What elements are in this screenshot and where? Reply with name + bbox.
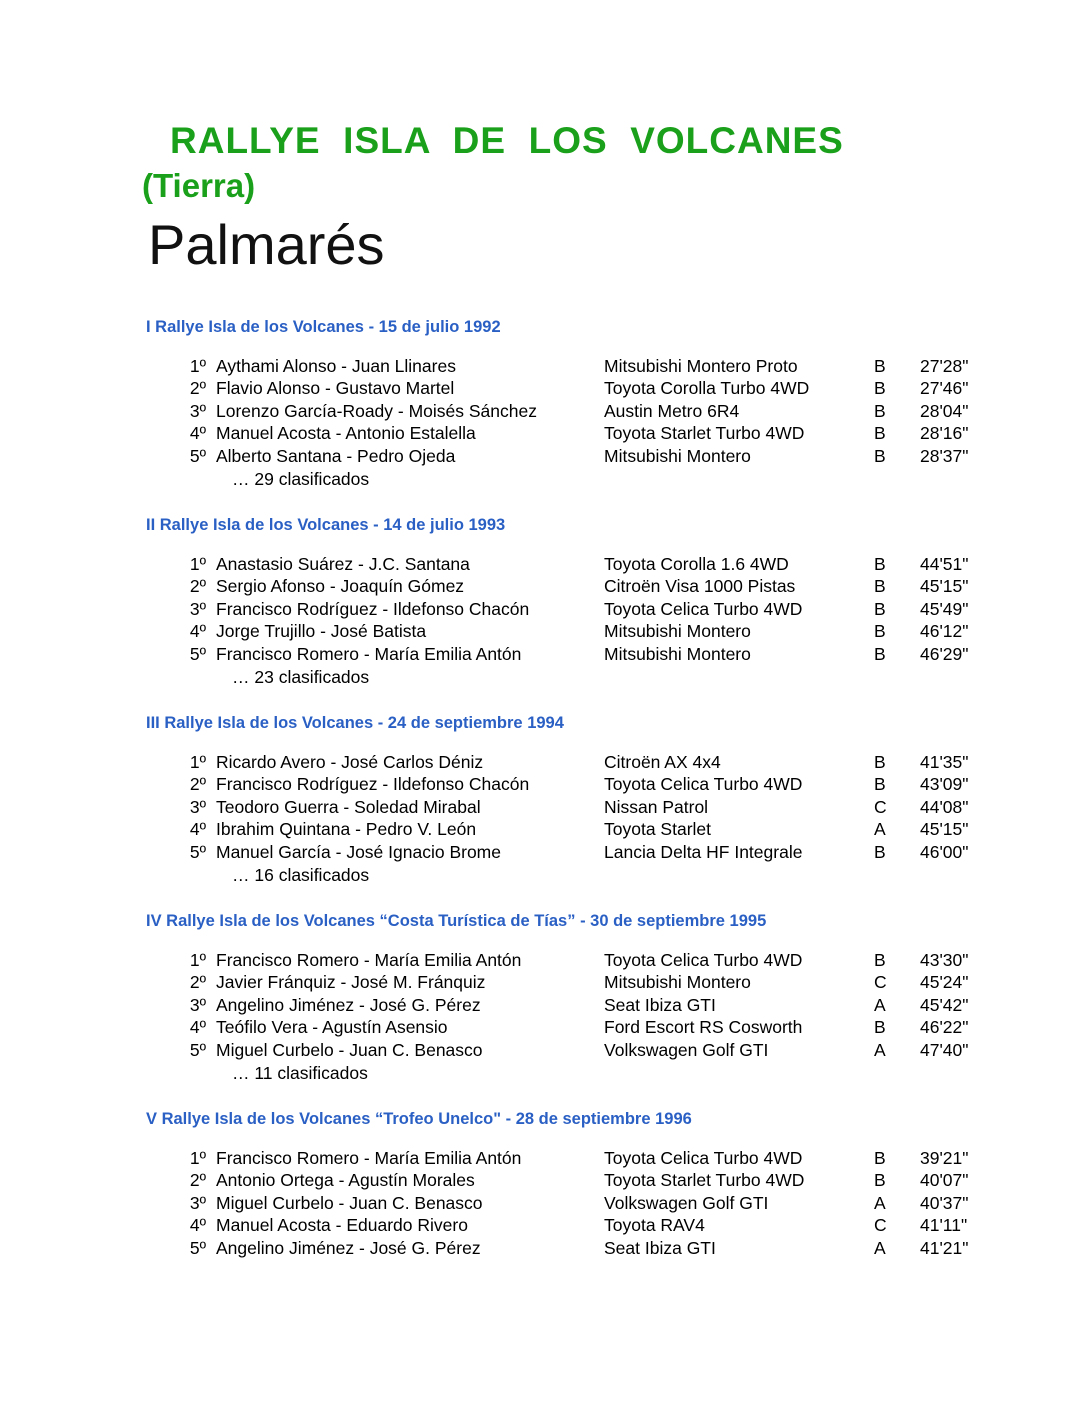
results-section bbox=[80, 714, 1008, 886]
class-cell: B bbox=[874, 400, 886, 421]
result-row bbox=[170, 1215, 1008, 1238]
position-cell: 5º bbox=[189, 841, 206, 862]
results-sections bbox=[80, 318, 1008, 1260]
result-row bbox=[170, 796, 1008, 819]
position-cell: 5º bbox=[189, 445, 206, 466]
result-row bbox=[170, 355, 1008, 378]
classified-count-note: … 29 clasificados bbox=[232, 468, 370, 489]
class-cell: B bbox=[874, 598, 886, 619]
position-cell: 2º bbox=[189, 1170, 206, 1191]
crew-cell: Angelino Jiménez - José G. Pérez bbox=[216, 1237, 481, 1258]
car-cell: Mitsubishi Montero bbox=[604, 445, 751, 466]
section-title: II Rallye Isla de los Volcanes bbox=[146, 516, 374, 535]
crew-cell: Teodoro Guerra - Soledad Mirabal bbox=[216, 796, 481, 817]
crew-cell: Francisco Rodríguez - Ildefonso Chacón bbox=[216, 598, 530, 619]
position-cell: 2º bbox=[189, 972, 206, 993]
results-section bbox=[80, 1110, 1008, 1260]
crew-cell: Angelino Jiménez - José G. Pérez bbox=[216, 994, 481, 1015]
car-cell: Mitsubishi Montero Proto bbox=[604, 355, 798, 376]
class-cell: B bbox=[874, 355, 886, 376]
car-cell: Nissan Patrol bbox=[604, 796, 709, 817]
position-cell: 1º bbox=[189, 553, 206, 574]
position-cell: 2º bbox=[189, 774, 206, 795]
result-row bbox=[170, 576, 1008, 599]
result-row bbox=[170, 621, 1008, 644]
classified-count-note: … 11 clasificados bbox=[232, 1062, 368, 1083]
position-cell: 1º bbox=[189, 355, 206, 376]
class-cell: A bbox=[874, 1192, 886, 1213]
section-date: - 28 de septiembre 1996 bbox=[505, 1110, 692, 1129]
time-cell: 46'22" bbox=[920, 1017, 969, 1038]
result-row bbox=[170, 1170, 1008, 1193]
class-cell: B bbox=[874, 423, 886, 444]
car-cell: Toyota Corolla 1.6 4WD bbox=[604, 553, 789, 574]
crew-cell: Ibrahim Quintana - Pedro V. León bbox=[216, 819, 477, 840]
position-cell: 3º bbox=[189, 994, 206, 1015]
position-cell: 3º bbox=[189, 1192, 206, 1213]
time-cell: 28'37" bbox=[920, 445, 969, 466]
car-cell: Seat Ibiza GTI bbox=[604, 994, 716, 1015]
class-cell: B bbox=[874, 1147, 886, 1168]
car-cell: Toyota Celica Turbo 4WD bbox=[604, 949, 803, 970]
result-row bbox=[170, 972, 1008, 995]
time-cell: 40'37" bbox=[920, 1192, 969, 1213]
class-cell: A bbox=[874, 819, 886, 840]
class-cell: B bbox=[874, 949, 886, 970]
class-cell: A bbox=[874, 994, 886, 1015]
result-row bbox=[170, 949, 1008, 972]
position-cell: 3º bbox=[189, 598, 206, 619]
time-cell: 45'42" bbox=[920, 994, 969, 1015]
crew-cell: Flavio Alonso - Gustavo Martel bbox=[216, 378, 455, 399]
time-cell: 47'40" bbox=[920, 1039, 969, 1060]
position-cell: 1º bbox=[189, 949, 206, 970]
section-date: - 24 de septiembre 1994 bbox=[377, 714, 564, 733]
time-cell: 41'35" bbox=[920, 751, 969, 772]
car-cell: Mitsubishi Montero bbox=[604, 621, 751, 642]
position-cell: 1º bbox=[189, 1147, 206, 1168]
position-cell: 3º bbox=[189, 796, 206, 817]
result-row bbox=[170, 400, 1008, 423]
page-title-line2: (Tierra) bbox=[142, 166, 256, 204]
car-cell: Volkswagen Golf GTI bbox=[604, 1039, 769, 1060]
results-section bbox=[80, 912, 1008, 1084]
result-row bbox=[170, 423, 1008, 446]
crew-cell: Jorge Trujillo - José Batista bbox=[216, 621, 427, 642]
time-cell: 45'24" bbox=[920, 972, 969, 993]
section-heading bbox=[146, 1110, 1008, 1129]
car-cell: Toyota Celica Turbo 4WD bbox=[604, 1147, 803, 1168]
position-cell: 4º bbox=[189, 423, 206, 444]
crew-cell: Miguel Curbelo - Juan C. Benasco bbox=[216, 1039, 483, 1060]
time-cell: 41'11" bbox=[920, 1215, 968, 1236]
class-cell: A bbox=[874, 1237, 886, 1258]
car-cell: Citroën AX 4x4 bbox=[604, 751, 721, 772]
car-cell: Toyota Starlet bbox=[604, 819, 711, 840]
position-cell: 3º bbox=[189, 400, 206, 421]
section-heading bbox=[146, 714, 1008, 733]
crew-cell: Javier Fránquiz - José M. Fránquiz bbox=[216, 972, 486, 993]
crew-cell: Manuel Acosta - Eduardo Rivero bbox=[216, 1215, 468, 1236]
crew-cell: Ricardo Avero - José Carlos Déniz bbox=[216, 751, 484, 772]
class-cell: B bbox=[874, 445, 886, 466]
page-title-line3: Palmarés bbox=[148, 213, 385, 277]
position-cell: 2º bbox=[189, 576, 206, 597]
document-header bbox=[80, 120, 1008, 276]
class-cell: B bbox=[874, 643, 886, 664]
time-cell: 46'00" bbox=[920, 841, 969, 862]
crew-cell: Antonio Ortega - Agustín Morales bbox=[216, 1170, 475, 1191]
time-cell: 44'51" bbox=[920, 553, 969, 574]
results-list bbox=[170, 1147, 1008, 1260]
car-cell: Seat Ibiza GTI bbox=[604, 1237, 716, 1258]
result-row bbox=[170, 819, 1008, 842]
time-cell: 44'08" bbox=[920, 796, 969, 817]
results-list bbox=[170, 553, 1008, 666]
classified-count-note: … 16 clasificados bbox=[232, 864, 370, 885]
result-row bbox=[170, 774, 1008, 797]
result-row bbox=[170, 751, 1008, 774]
time-cell: 46'29" bbox=[920, 643, 969, 664]
results-list bbox=[170, 949, 1008, 1062]
crew-cell: Aythami Alonso - Juan Llinares bbox=[216, 355, 456, 376]
classified-count-note: … 23 clasificados bbox=[232, 666, 370, 687]
time-cell: 46'12" bbox=[920, 621, 969, 642]
result-row bbox=[170, 598, 1008, 621]
class-cell: B bbox=[874, 841, 886, 862]
class-cell: B bbox=[874, 1017, 886, 1038]
results-section bbox=[80, 318, 1008, 490]
section-title: III Rallye Isla de los Volcanes bbox=[146, 714, 378, 733]
class-cell: C bbox=[874, 972, 887, 993]
car-cell: Toyota Starlet Turbo 4WD bbox=[604, 1170, 805, 1191]
crew-cell: Manuel García - José Ignacio Brome bbox=[216, 841, 501, 862]
time-cell: 45'15" bbox=[920, 819, 969, 840]
position-cell: 4º bbox=[189, 621, 206, 642]
time-cell: 43'30" bbox=[920, 949, 969, 970]
time-cell: 43'09" bbox=[920, 774, 969, 795]
crew-cell: Miguel Curbelo - Juan C. Benasco bbox=[216, 1192, 483, 1213]
class-cell: B bbox=[874, 621, 886, 642]
crew-cell: Lorenzo García-Roady - Moisés Sánchez bbox=[216, 400, 537, 421]
results-section bbox=[80, 516, 1008, 688]
section-title: IV Rallye Isla de los Volcanes “Costa Turística de Tías” bbox=[146, 912, 581, 931]
class-cell: C bbox=[874, 796, 887, 817]
time-cell: 41'21" bbox=[920, 1237, 969, 1258]
time-cell: 40'07" bbox=[920, 1170, 969, 1191]
result-row bbox=[170, 1039, 1008, 1062]
section-date: - 15 de julio 1992 bbox=[368, 318, 501, 337]
car-cell: Ford Escort RS Cosworth bbox=[604, 1017, 803, 1038]
crew-cell: Francisco Romero - María Emilia Antón bbox=[216, 643, 522, 664]
class-cell: B bbox=[874, 378, 886, 399]
result-row bbox=[170, 1237, 1008, 1260]
crew-cell: Francisco Romero - María Emilia Antón bbox=[216, 1147, 522, 1168]
time-cell: 39'21" bbox=[920, 1147, 969, 1168]
crew-cell: Teófilo Vera - Agustín Asensio bbox=[216, 1017, 448, 1038]
class-cell: B bbox=[874, 576, 886, 597]
class-cell: C bbox=[874, 1215, 887, 1236]
crew-cell: Alberto Santana - Pedro Ojeda bbox=[216, 445, 456, 466]
car-cell: Mitsubishi Montero bbox=[604, 643, 751, 664]
page-title-line1: RALLYE ISLA DE LOS VOLCANES bbox=[170, 120, 844, 161]
car-cell: Mitsubishi Montero bbox=[604, 972, 751, 993]
position-cell: 4º bbox=[189, 1017, 206, 1038]
result-row bbox=[170, 378, 1008, 401]
result-row bbox=[170, 643, 1008, 666]
result-row bbox=[170, 445, 1008, 468]
car-cell: Citroën Visa 1000 Pistas bbox=[604, 576, 796, 597]
section-date: - 30 de septiembre 1995 bbox=[580, 912, 767, 931]
crew-cell: Anastasio Suárez - J.C. Santana bbox=[216, 553, 470, 574]
section-heading bbox=[146, 516, 1008, 535]
results-list bbox=[170, 751, 1008, 864]
results-list bbox=[170, 355, 1008, 468]
time-cell: 27'46" bbox=[920, 378, 969, 399]
position-cell: 1º bbox=[189, 751, 206, 772]
car-cell: Toyota Celica Turbo 4WD bbox=[604, 598, 803, 619]
class-cell: B bbox=[874, 1170, 886, 1191]
result-row bbox=[170, 553, 1008, 576]
class-cell: B bbox=[874, 774, 886, 795]
time-cell: 45'15" bbox=[920, 576, 969, 597]
section-title: I Rallye Isla de los Volcanes bbox=[146, 318, 369, 337]
class-cell: A bbox=[874, 1039, 886, 1060]
time-cell: 27'28" bbox=[920, 355, 969, 376]
section-heading bbox=[146, 318, 1008, 337]
section-heading bbox=[146, 912, 1008, 931]
car-cell: Toyota Celica Turbo 4WD bbox=[604, 774, 803, 795]
time-cell: 28'16" bbox=[920, 423, 969, 444]
car-cell: Toyota Starlet Turbo 4WD bbox=[604, 423, 805, 444]
section-date: - 14 de julio 1993 bbox=[373, 516, 506, 535]
car-cell: Lancia Delta HF Integrale bbox=[604, 841, 803, 862]
car-cell: Volkswagen Golf GTI bbox=[604, 1192, 769, 1213]
time-cell: 28'04" bbox=[920, 400, 969, 421]
crew-cell: Francisco Romero - María Emilia Antón bbox=[216, 949, 522, 970]
position-cell: 5º bbox=[189, 1237, 206, 1258]
car-cell: Toyota Corolla Turbo 4WD bbox=[604, 378, 810, 399]
result-row bbox=[170, 841, 1008, 864]
time-cell: 45'49" bbox=[920, 598, 969, 619]
position-cell: 4º bbox=[189, 1215, 206, 1236]
result-row bbox=[170, 1192, 1008, 1215]
class-cell: B bbox=[874, 553, 886, 574]
car-cell: Toyota RAV4 bbox=[604, 1215, 705, 1236]
result-row bbox=[170, 994, 1008, 1017]
car-cell: Austin Metro 6R4 bbox=[604, 400, 740, 421]
class-cell: B bbox=[874, 751, 886, 772]
section-title: V Rallye Isla de los Volcanes “Trofeo Unelco" bbox=[146, 1110, 506, 1129]
result-row bbox=[170, 1147, 1008, 1170]
crew-cell: Francisco Rodríguez - Ildefonso Chacón bbox=[216, 774, 530, 795]
position-cell: 5º bbox=[189, 1039, 206, 1060]
result-row bbox=[170, 1017, 1008, 1040]
position-cell: 5º bbox=[189, 643, 206, 664]
crew-cell: Sergio Afonso - Joaquín Gómez bbox=[216, 576, 465, 597]
position-cell: 4º bbox=[189, 819, 206, 840]
position-cell: 2º bbox=[189, 378, 206, 399]
crew-cell: Manuel Acosta - Antonio Estalella bbox=[216, 423, 476, 444]
